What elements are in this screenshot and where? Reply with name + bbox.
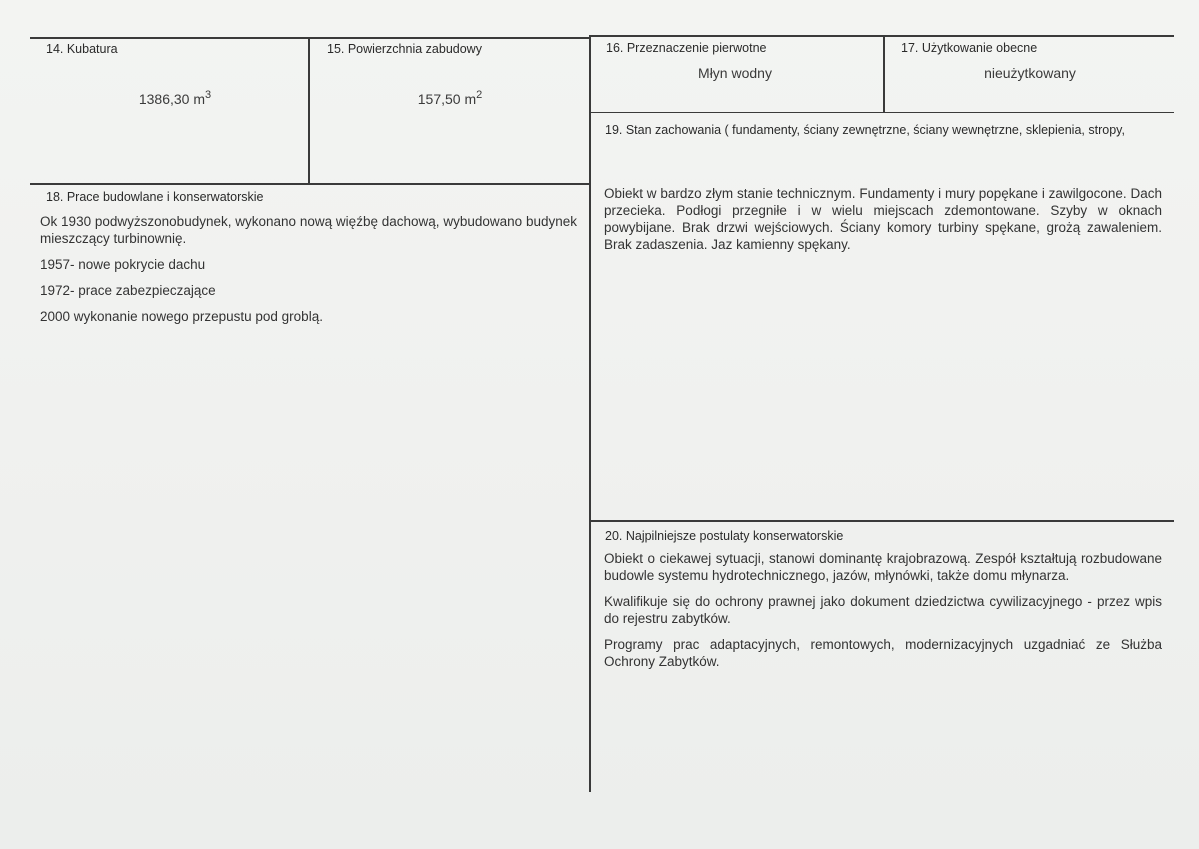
rule-center-vertical <box>589 35 591 792</box>
rule-under-16-17 <box>590 112 1174 113</box>
field-20-paragraph: Obiekt o ciekawej sytuacji, stanowi dominantę krajobrazową. Zespół kształtują rozbudowane budowle systemu hydrotechnicznego, jazów, młynówki, także domu młynarza. <box>604 551 1162 583</box>
field-16-value: Młyn wodny <box>698 65 772 81</box>
rule-top-right <box>590 35 1174 37</box>
rule-divider-16-17 <box>883 35 885 113</box>
rule-above-20 <box>590 520 1174 522</box>
field-20-body <box>604 550 1162 679</box>
rule-under-14-15 <box>30 183 590 185</box>
field-18-paragraph: 2000 wykonanie nowego przepustu pod groblą. <box>40 309 323 324</box>
field-14-number: 1386,30 m <box>138 91 206 107</box>
field-19-paragraph: Obiekt w bardzo złym stanie technicznym. Fundamenty i mury popękane i zawilgocone. Dach przecieka. Podłogi przegniłe i w wielu miejscach zdemontowane. Szyby w oknach powybijane. Brak drzwi wejściowych. Ściany komory turbiny spękane, grożą zawaleniem. Brak zadaszenia. Jaz kamienny spękany. <box>604 186 1162 252</box>
field-20-paragraph: Programy prac adaptacyjnych, remontowych, modernizacyjnych uzgadniać ze Służba Ochrony Zabytków. <box>604 637 1162 669</box>
field-18-paragraph: 1972- prace zabezpieczające <box>40 283 216 298</box>
field-18-paragraph: Ok 1930 podwyższonobudynek, wykonano nową więźbę dachową, wybudowano budynek mieszczący turbinownię. <box>40 214 577 246</box>
rule-divider-14-15 <box>308 37 310 184</box>
field-19-body <box>604 185 1162 262</box>
field-14-label: 14. Kubatura <box>46 42 118 56</box>
field-16-label: 16. Przeznaczenie pierwotne <box>606 41 767 55</box>
field-15-number: 157,50 m <box>417 91 477 107</box>
field-20-paragraph: Kwalifikuje się do ochrony prawnej jako dokument dziedzictwa cywilizacyjnego - przez wpis do rejestru zabytków. <box>604 594 1162 626</box>
field-14-value <box>120 89 230 107</box>
field-17-label: 17. Użytkowanie obecne <box>901 41 1038 55</box>
field-18-body <box>40 213 577 334</box>
rule-top-left <box>30 37 590 39</box>
field-19-label: 19. Stan zachowania ( fundamenty, ściany zewnętrzne, ściany wewnętrzne, sklepienia, stropy, <box>605 123 1125 137</box>
field-15-label: 15. Powierzchnia zabudowy <box>327 42 482 56</box>
field-18-paragraph: 1957- nowe pokrycie dachu <box>40 257 206 272</box>
field-17-value: nieużytkowany <box>984 65 1076 81</box>
field-18-label: 18. Prace budowlane i konserwatorskie <box>46 190 264 204</box>
field-15-value <box>395 89 505 107</box>
field-20-label: 20. Najpilniejsze postulaty konserwatorskie <box>605 529 844 543</box>
field-15-unit-sup: 2 <box>476 89 483 101</box>
field-14-unit-sup: 3 <box>205 89 212 101</box>
